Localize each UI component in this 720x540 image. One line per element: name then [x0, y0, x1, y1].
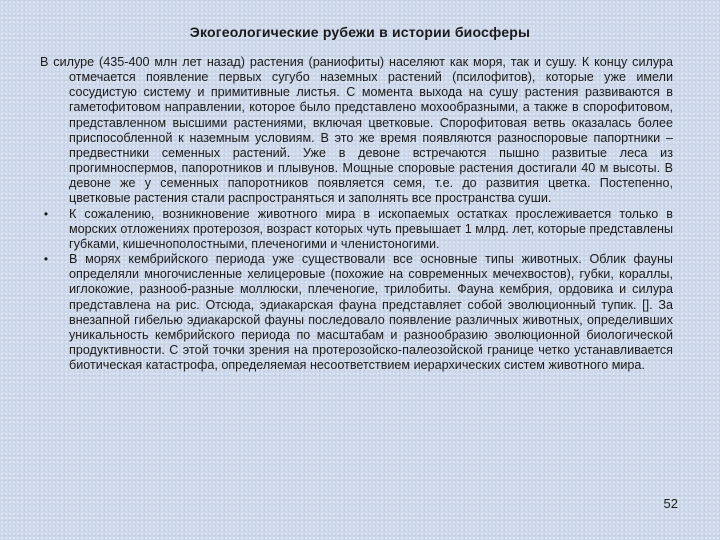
- bullet-icon: •: [43, 206, 49, 221]
- bullet-item-text: К сожалению, возникновение животного мира в ископаемых остатках прослеживается только в морских отложениях протерозоя, возраст которых чуть превышает 1 млрд. лет, которые представлены губками, кишечнополостными, плеченогими и членистоногими.: [69, 206, 673, 251]
- slide-title: Экогеологические рубежи в истории биосферы: [189, 24, 531, 40]
- bullet-item-text: В морях кембрийского периода уже существовали все основные типы животных. Облик фауны определяли многочисленные хелицеровые (похожие на современных мечехвостов), губки, кораллы, иглокожие, разнооб-разные моллюски, плеченогие, трилобиты. Фауна кембрия, ордовика и силура представлена на рис. Отсюда, эдиакарская фауна представляет собой эволюционный тупик. []. За внезапной гибелью эдиакарской фауны последовало появление различных животных, определивших уникальность кембрийского периода по масштабам и разнообразию эволюционной биологической продуктивности. С этой точки зрения на протерозойско-палеозойской границе четко устанавливается биотическая катастрофа, определяемая несоответствием иерархических систем животного мира.: [69, 252, 673, 373]
- paragraph-silurian: В силуре (435-400 млн лет назад) растения (раниофиты) населяют как моря, так и сушу. К концу силура отмечается появление первых сугубо наземных растений (псилофитов), которые уже имели сосудистую систему и примитивные листья. С момента выхода на сушу растения развиваются в гаметофитовом направлении, которое было представлено мохообразными, а также в спорофитовом, представленном высшими растениями, включая цветковые. Спорофитовая ветвь оказалась более приспособленной к наземным условиям. В это же время появляются разноспоровые папортники – предвестники семенных растений. Уже в девоне встречаются пышно развитые леса из прогимноспермов, папоротников и плывунов. Мощные споровые растения достигали 40 м высоты. В девоне же у семенных папоротников появляется семя, т.е. до развития цветка. Постепенно, цветковые растения стали распространяться и заполнять все пространства суши.: [40, 55, 673, 206]
- bullet-icon: •: [43, 252, 49, 267]
- slide-body: [40, 55, 673, 373]
- bullet-item-animal-origin: [40, 207, 673, 252]
- page-number: 52: [663, 496, 678, 511]
- bullet-item-cambrian: [40, 252, 673, 373]
